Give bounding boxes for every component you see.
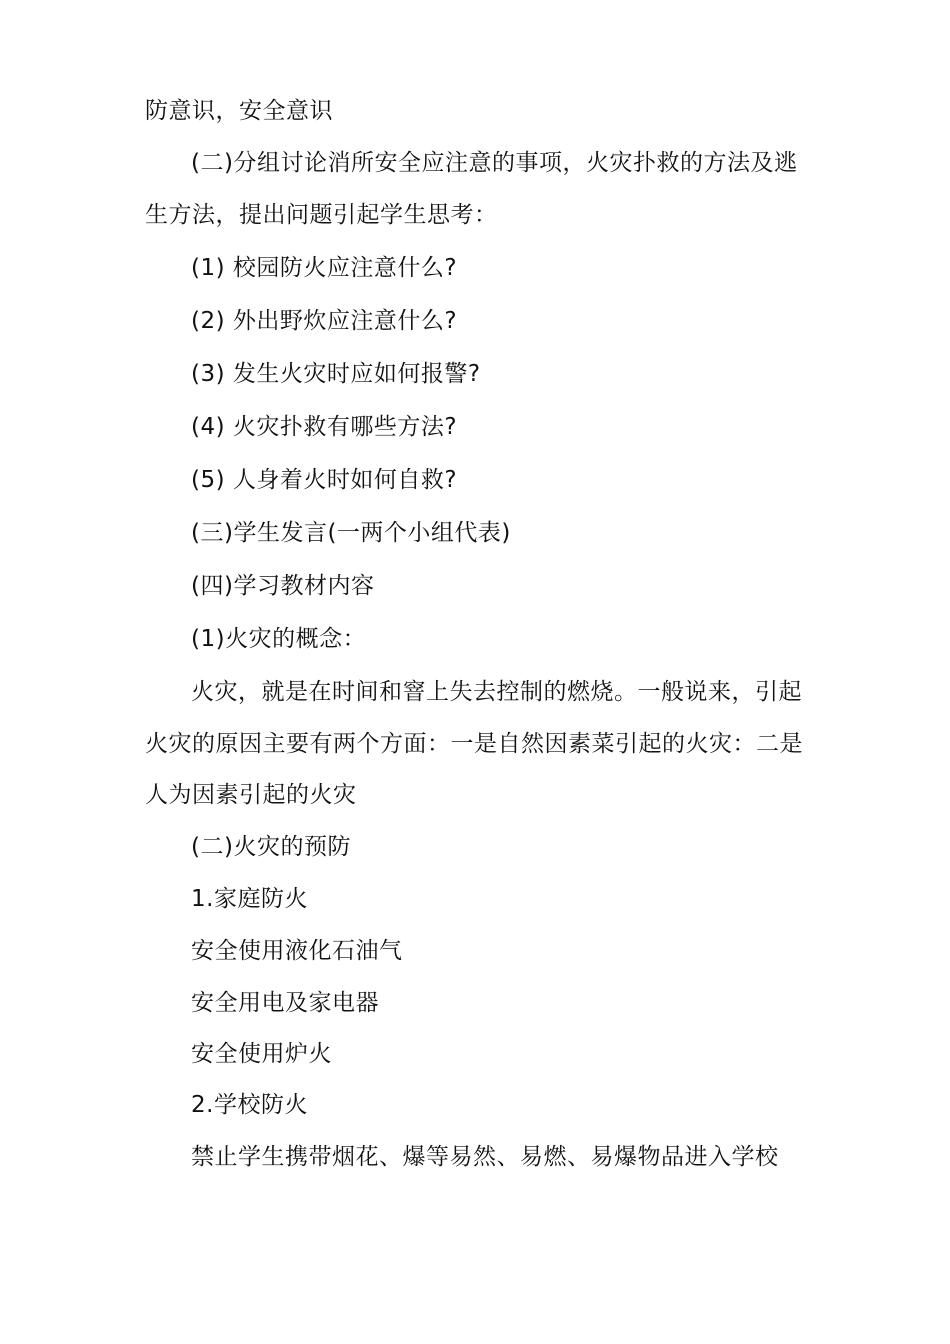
text-line: 火灾的原因主要有两个方面：一是自然因素菜引起的火灾：二是 [145, 731, 803, 757]
question-item: (4) 火灾扑救有哪些方法? [191, 414, 458, 440]
question-item: (2) 外出野炊应注意什么? [191, 308, 458, 334]
text-line: 火灾，就是在时间和窨上失去控制的燃烧。一般说来，引起 [191, 679, 802, 705]
list-item: 安全使用炉火 [191, 1041, 332, 1067]
section-heading: (四)学习教材内容 [191, 573, 375, 599]
section-heading: (三)学生发言(一两个小组代表) [191, 520, 511, 546]
question-item: (5) 人身着火时如何自救? [191, 467, 458, 493]
list-item: 安全用电及家电器 [191, 990, 379, 1016]
subsection-heading: (1)火灾的概念： [191, 626, 367, 652]
text-line: 人为因素引起的火灾 [145, 782, 357, 808]
subsection-heading: 1.家庭防火 [191, 886, 308, 912]
list-item: 禁止学生携带烟花、爆等易然、易燃、易爆物品进入学校 [191, 1144, 779, 1170]
text-line: 生方法，提出问题引起学生思考： [145, 202, 498, 228]
text-line: 防意识，安全意识 [145, 98, 333, 124]
list-item: 安全使用液化石油气 [191, 938, 403, 964]
subsection-heading: 2.学校防火 [191, 1092, 308, 1118]
section-heading: (二)火灾的预防 [191, 834, 351, 860]
question-item: (3) 发生火灾时应如何报警? [191, 361, 481, 387]
question-item: (1) 校园防火应注意什么? [191, 255, 458, 281]
text-line: (二)分组讨论消所安全应注意的事项，火灾扑救的方法及逃 [191, 150, 798, 176]
